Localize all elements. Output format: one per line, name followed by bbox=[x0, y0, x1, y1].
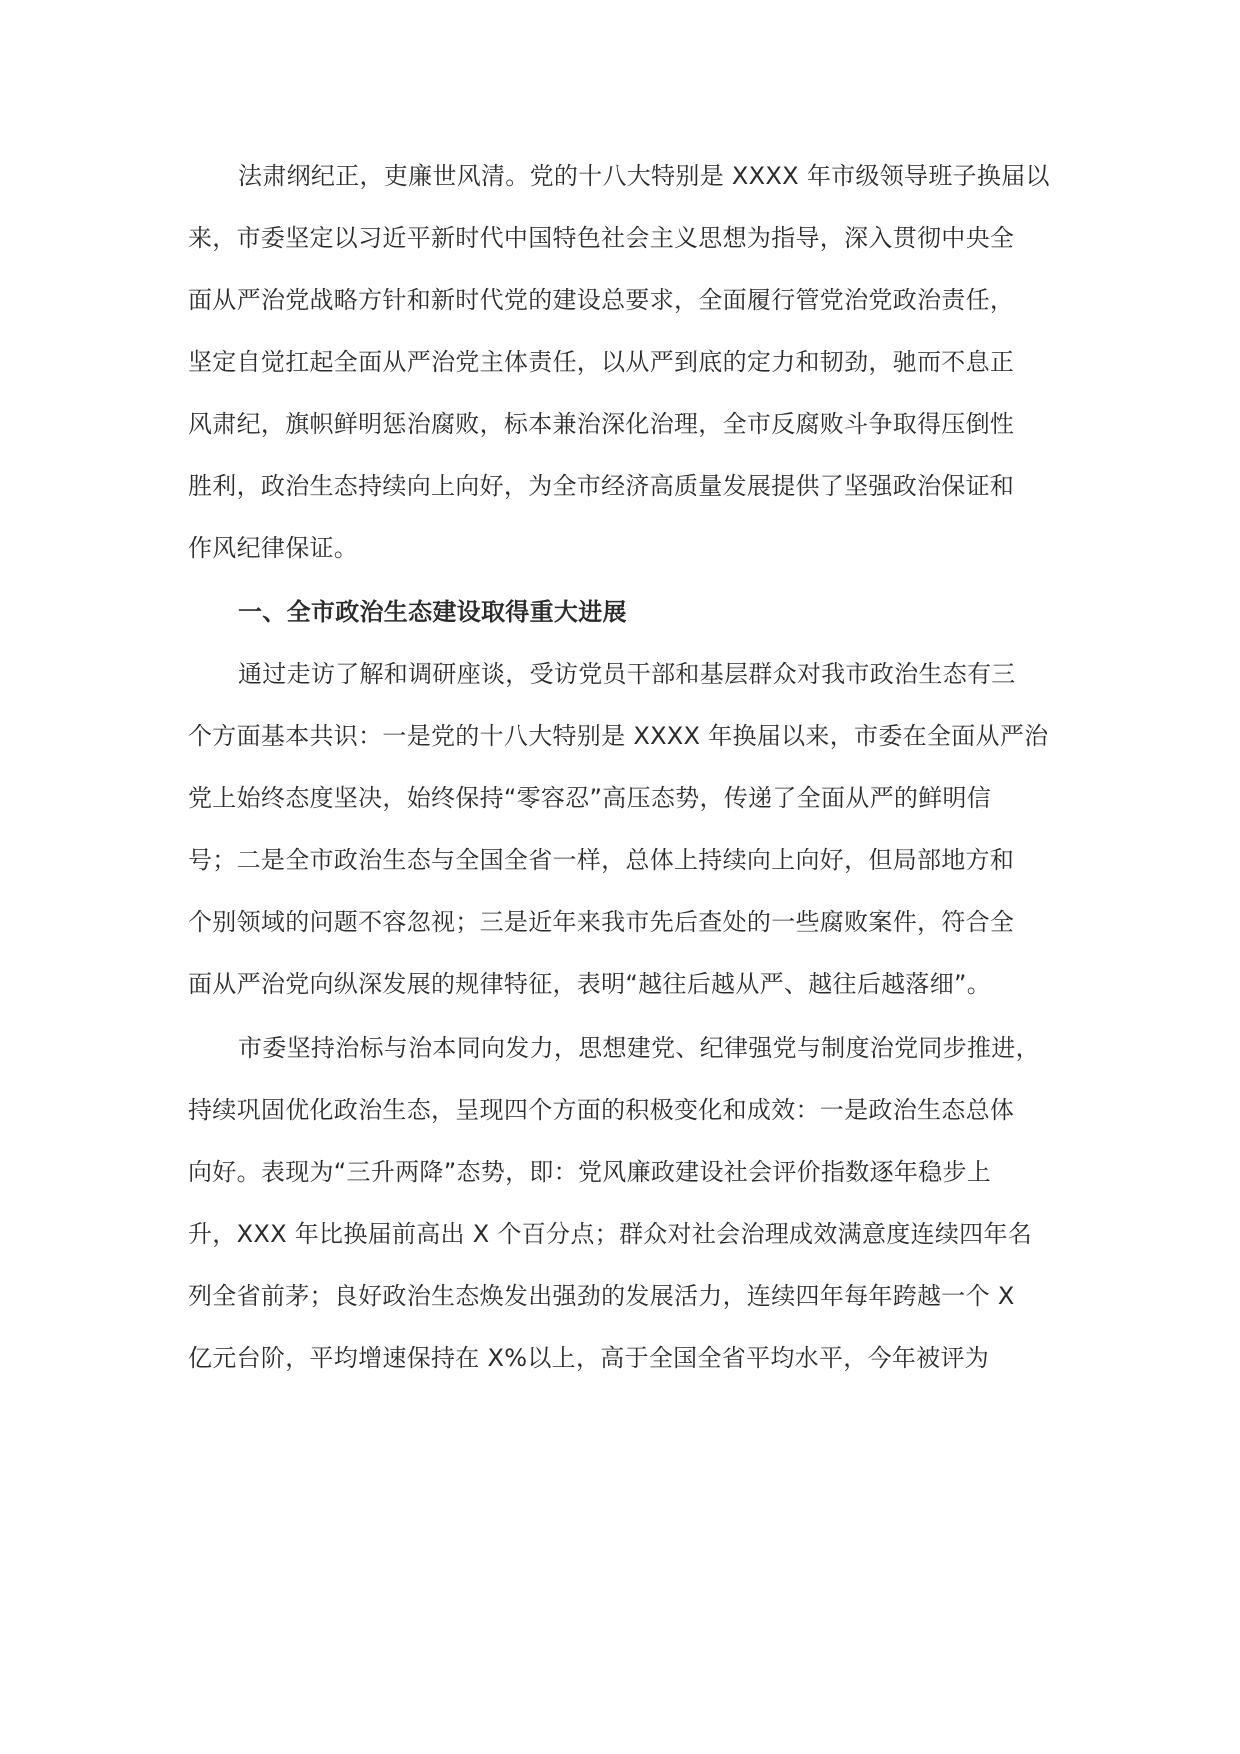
paragraph-line: 升，XXX 年比换届前高出 X 个百分点；群众对社会治理成效满意度连续四年名 bbox=[188, 1220, 1033, 1248]
paragraph-line: 个方面基本共识：一是党的十八大特别是 XXXX 年换届以来，市委在全面从严治 bbox=[188, 722, 1049, 750]
paragraph-line: 坚定自觉扛起全面从严治党主体责任，以从严到底的定力和韧劲，驰而不息正 bbox=[188, 348, 1015, 376]
paragraph-line: 来，市委坚定以习近平新时代中国特色社会主义思想为指导，深入贯彻中央全 bbox=[188, 224, 1015, 252]
paragraph-line: 法肃纲纪正，吏廉世风清。党的十八大特别是 XXXX 年市级领导班子换届以 bbox=[238, 162, 1050, 190]
paragraph-line: 胜利，政治生态持续向上向好，为全市经济高质量发展提供了坚强政治保证和 bbox=[188, 472, 1015, 500]
paragraph-line: 风肃纪，旗帜鲜明惩治腐败，标本兼治深化治理，全市反腐败斗争取得压倒性 bbox=[188, 410, 1015, 438]
section-heading: 一、全市政治生态建设取得重大进展 bbox=[238, 598, 627, 626]
paragraph-line: 向好。表现为“三升两降”态势，即：党风廉政建设社会评价指数逐年稳步上 bbox=[188, 1158, 992, 1186]
paragraph-line: 列全省前茅；良好政治生态焕发出强劲的发展活力，连续四年每年跨越一个 X bbox=[188, 1282, 1015, 1310]
paragraph-line: 面从严治党向纵深发展的规律特征，表明“越往后越从严、越往后越落细”。 bbox=[188, 970, 992, 998]
paragraph-line: 作风纪律保证。 bbox=[188, 534, 359, 562]
paragraph-line: 亿元台阶，平均增速保持在 X%以上，高于全国全省平均水平，今年被评为 bbox=[188, 1344, 990, 1372]
paragraph-line: 面从严治党战略方针和新时代党的建设总要求，全面履行管党治党政治责任， bbox=[188, 286, 1015, 314]
paragraph-line: 市委坚持治标与治本同向发力，思想建党、纪律强党与制度治党同步推进， bbox=[238, 1034, 1040, 1062]
paragraph-line: 党上始终态度坚决，始终保持“零容忍”高压态势，传递了全面从严的鲜明信 bbox=[188, 784, 992, 812]
paragraph-line: 个别领域的问题不容忽视；三是近年来我市先后查处的一些腐败案件，符合全 bbox=[188, 908, 1015, 936]
paragraph-line: 持续巩固优化政治生态，呈现四个方面的积极变化和成效：一是政治生态总体 bbox=[188, 1096, 1015, 1124]
paragraph-line: 通过走访了解和调研座谈，受访党员干部和基层群众对我市政治生态有三 bbox=[238, 660, 1016, 688]
paragraph-line: 号；二是全市政治生态与全国全省一样，总体上持续向上向好，但局部地方和 bbox=[188, 846, 1015, 874]
